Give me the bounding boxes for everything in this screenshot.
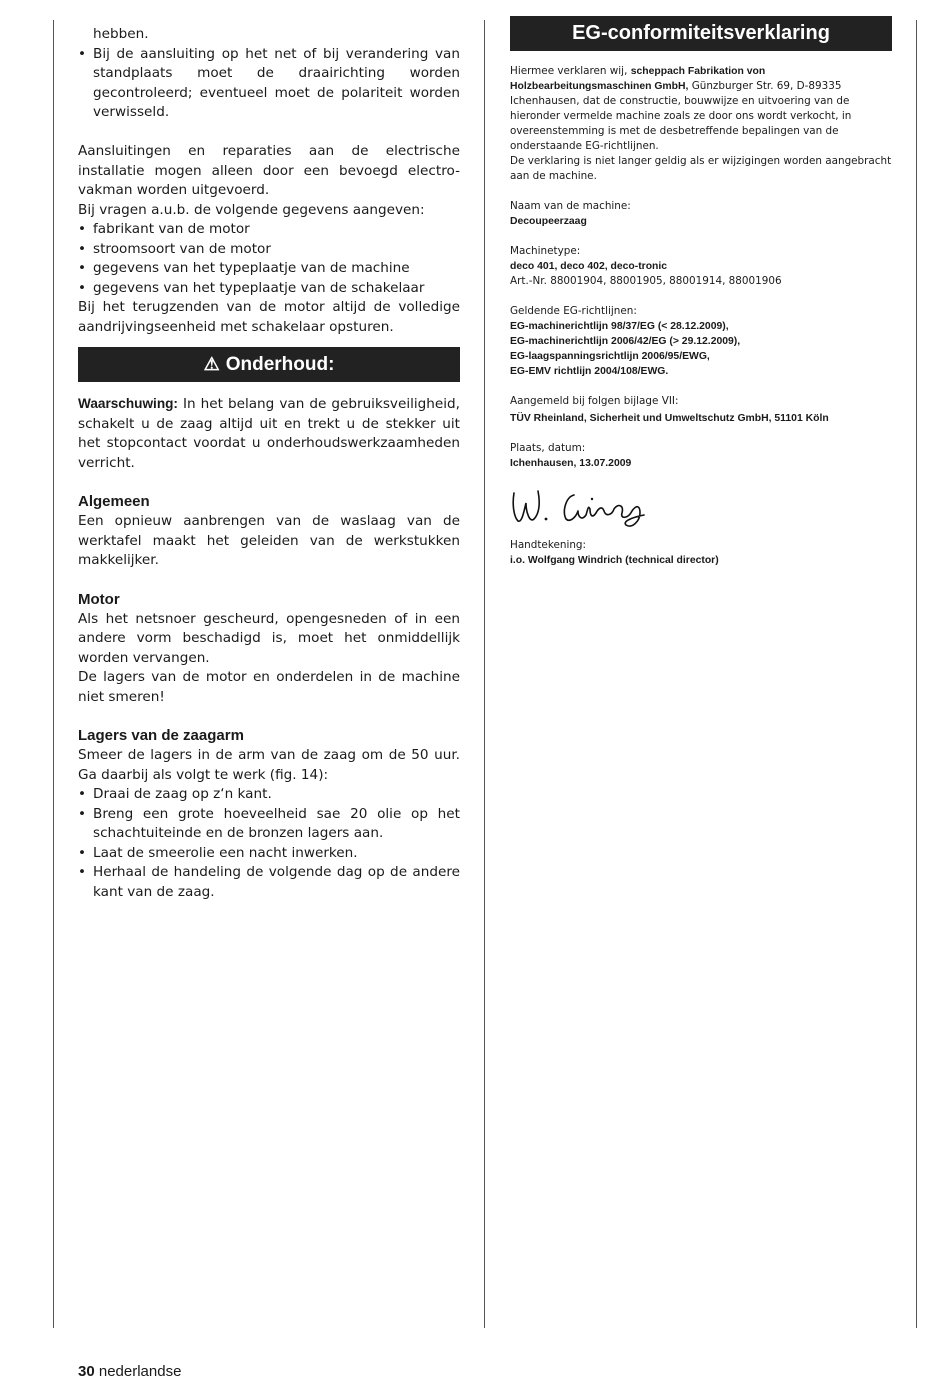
declaration-validity: De verklaring is niet langer geldig als er wijzigingen worden aangebracht aan de machine. xyxy=(510,155,892,182)
warning-paragraph xyxy=(78,394,460,473)
bullet-item: • gegevens van het typeplaatje van de machine xyxy=(78,260,410,276)
left-column xyxy=(78,25,460,902)
directive-item: EG-machinerichtlijn 2006/42/EG (> 29.12.2009), xyxy=(510,336,741,347)
maintenance-banner xyxy=(78,347,460,382)
directive-item: EG-laagspanningsrichtlijn 2006/95/EWG, xyxy=(510,351,710,362)
page-language: nederlandse xyxy=(98,1363,182,1380)
return-paragraph: Bij het terugzenden van de motor altijd de volledige aandrijvingseenheid met schakelaar opsturen. xyxy=(78,299,460,335)
directives-label: Geldende EG-richtlijnen: xyxy=(510,305,637,317)
warning-triangle-icon: ⚠ xyxy=(203,354,220,374)
intro-continuation: hebben. xyxy=(93,26,149,42)
handwritten-signature xyxy=(510,475,670,531)
machine-name: Decoupeerzaag xyxy=(510,216,587,227)
directive-item: EG-machinerichtlijn 98/37/EG (< 28.12.2009), xyxy=(510,321,729,332)
place-date-label: Plaats, datum: xyxy=(510,442,586,454)
bullet-item: • Draai de zaag op z‘n kant. xyxy=(78,786,272,802)
questions-paragraph: Bij vragen a.u.b. de volgende gegevens aangeven: xyxy=(78,201,425,218)
motor-paragraph: Als het netsnoer gescheurd, opengesneden of in een andere vorm beschadigd is, moet het onmiddellijk worden vervangen. xyxy=(78,610,460,666)
bearings-heading: Lagers van de zaagarm xyxy=(78,727,244,744)
notified-body-label: Aangemeld bij folgen bijlage VII: xyxy=(510,395,679,407)
bullet-item: • Laat de smeerolie een nacht inwerken. xyxy=(78,844,358,861)
bullet-text: fabrikant van de motor xyxy=(93,221,250,237)
bullet-text: Herhaal de handeling de volgende dag op de andere kant van de zaag. xyxy=(93,864,460,900)
bullet-text: gegevens van het typeplaatje van de machine xyxy=(93,260,410,276)
bullet-item: • Bij de aansluiting op het net of bij verandering van standplaats moet de draairichting worden gecontroleerd; eventueel moet de polariteit worden verwisseld. xyxy=(78,45,460,120)
declaration-prefix: Hiermee verklaren wij, xyxy=(510,65,631,77)
motor-heading: Motor xyxy=(78,590,120,608)
bullet-item: • Breng een grote hoeveelheid sae 20 olie op het schachtuiteinde en de bronzen lagers aan. xyxy=(78,805,460,841)
bullet-text: gegevens van het typeplaatje van de schakelaar xyxy=(93,279,425,296)
bullet-item: • Herhaal de handeling de volgende dag op de andere kant van de zaag. xyxy=(78,864,460,900)
signatory-name: i.o. Wolfgang Windrich (technical director) xyxy=(510,555,719,566)
bearings-paragraph: Smeer de lagers in de arm van de zaag om de 50 uur. Ga daarbij als volgt te werk (fig. 14): xyxy=(78,747,460,783)
bullet-text: Draai de zaag op z‘n kant. xyxy=(93,786,272,802)
eg-declaration-banner: EG-conformiteitsverklaring xyxy=(510,16,892,51)
bullet-text: Bij de aansluiting op het net of bij verandering van standplaats moet de draairichting worden gecontroleerd; eventueel moet de polariteit worden verwisseld. xyxy=(93,45,460,120)
bullet-text: Laat de smeerolie een nacht inwerken. xyxy=(93,844,358,861)
signature-label: Handtekening: xyxy=(510,539,587,551)
declaration-paragraph xyxy=(510,64,892,154)
notified-body: TÜV Rheinland, Sicherheit und Umweltschutz GmbH, 51101 Köln xyxy=(510,413,829,424)
warning-label: Waarschuwing: xyxy=(78,396,178,411)
page-footer xyxy=(78,1363,181,1380)
right-column xyxy=(510,16,892,568)
machine-type-label: Machinetype: xyxy=(510,245,581,257)
maintenance-banner-title: Onderhoud: xyxy=(225,354,335,375)
left-margin-rule xyxy=(53,20,54,1328)
bullet-item: • fabrikant van de motor xyxy=(78,221,250,237)
machine-type: deco 401, deco 402, deco-tronic xyxy=(510,261,668,272)
motor-paragraph-2: De lagers van de motor en onderdelen in de machine niet smeren! xyxy=(78,669,460,705)
warning-text: In het belang van de gebruiksveiligheid, schakelt u de zaag altijd uit en trekt u de stekker uit het stopcontact voordat u onderhoudswerkzaamheden verricht. xyxy=(78,396,460,471)
declaration-company: scheppach Fabrikation von Holzbearbeitungsmaschinen GmbH, xyxy=(510,66,766,92)
directive-item: EG-EMV richtlijn 2004/108/EWG. xyxy=(510,366,669,377)
bullet-text: stroomsoort van de motor xyxy=(93,240,271,257)
general-heading: Algemeen xyxy=(78,493,150,510)
machine-name-label: Naam van de machine: xyxy=(510,200,631,212)
column-divider-rule xyxy=(484,20,485,1328)
place-date: Ichenhausen, 13.07.2009 xyxy=(510,458,632,469)
bullet-text: Breng een grote hoeveelheid sae 20 olie op het schachtuiteinde en de bronzen lagers aan. xyxy=(93,805,460,841)
declaration-suffix: Günzburger Str. 69, D-89335 Ichenhausen, dat de constructie, bouwwijze en uitvoering van de hieronder vermelde machine zoals ze door ons wordt verkocht, in overeenstemming is met de desbetreffende bepalingen van de onderstaande EG-richtlijnen. xyxy=(510,80,852,152)
general-paragraph: Een opnieuw aanbrengen van de waslaag van de werktafel maakt het geleiden van de werkstukken makkelijker. xyxy=(78,513,460,568)
connections-paragraph: Aansluitingen en reparaties aan de electrische installatie mogen alleen door een bevoegd electro-vakman worden uitgevoerd. xyxy=(78,143,460,198)
bullet-item: • stroomsoort van de motor xyxy=(78,240,271,257)
bullet-item: • gegevens van het typeplaatje van de schakelaar xyxy=(78,279,425,296)
right-margin-rule xyxy=(916,20,917,1328)
page-number: 30 xyxy=(78,1363,95,1380)
article-numbers: Art.-Nr. 88001904, 88001905, 88001914, 88001906 xyxy=(510,275,782,287)
